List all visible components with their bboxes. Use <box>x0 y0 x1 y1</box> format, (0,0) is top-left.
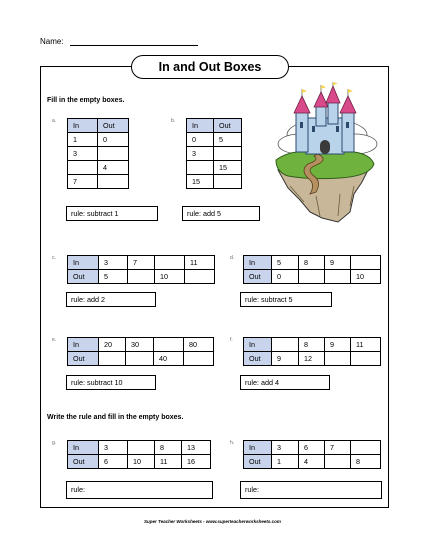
table-cell: 9 <box>325 256 351 270</box>
table-cell: 0 <box>98 133 129 147</box>
table-header-cell: Out <box>244 270 272 284</box>
rule-box-h[interactable]: rule: <box>240 481 382 499</box>
table-cell[interactable] <box>325 455 351 469</box>
table-cell[interactable] <box>325 352 351 366</box>
problem-letter-f: f. <box>230 337 233 343</box>
table-cell: 3 <box>68 147 98 161</box>
table-cell[interactable] <box>184 352 214 366</box>
table-cell[interactable] <box>272 338 299 352</box>
table-cell: 30 <box>126 338 154 352</box>
table-cell: 9 <box>272 352 299 366</box>
table-cell: 13 <box>182 441 211 455</box>
page-title: In and Out Boxes <box>131 55 289 79</box>
table-header-cell: In <box>68 256 99 270</box>
table-cell[interactable] <box>214 147 242 161</box>
table-header-cell: Out <box>244 455 272 469</box>
table-cell: 16 <box>182 455 211 469</box>
instruction-fill: Fill in the empty boxes. <box>47 97 125 104</box>
table-e <box>67 337 214 366</box>
table-cell[interactable] <box>214 175 242 189</box>
name-field[interactable] <box>40 36 198 46</box>
table-cell[interactable] <box>185 270 215 284</box>
problem-letter-e: e. <box>52 337 57 343</box>
table-cell: 9 <box>325 338 351 352</box>
table-cell[interactable] <box>98 175 129 189</box>
table-header-cell: In <box>68 119 98 133</box>
problem-letter-b: b. <box>171 118 176 124</box>
rule-box-f: rule: add 4 <box>240 375 330 390</box>
table-header-cell: In <box>68 338 99 352</box>
table-b <box>186 118 242 189</box>
table-cell: 10 <box>155 270 185 284</box>
table-cell: 6 <box>99 455 128 469</box>
table-cell[interactable] <box>68 161 98 175</box>
table-cell: 3 <box>187 147 214 161</box>
table-cell: 8 <box>351 455 381 469</box>
name-label: Name: <box>40 37 64 46</box>
instruction-write-rule: Write the rule and fill in the empty boxes. <box>47 414 184 421</box>
table-header-cell: In <box>244 441 272 455</box>
footer: Super Teacher Worksheets - www.superteacherworksheets.com <box>144 519 281 524</box>
rule-box-b: rule: add 5 <box>182 206 260 221</box>
table-cell: 11 <box>351 338 381 352</box>
table-cell: 15 <box>214 161 242 175</box>
table-cell: 4 <box>98 161 129 175</box>
rule-box-e: rule: subtract 10 <box>66 375 156 390</box>
table-header-cell: Out <box>214 119 242 133</box>
problem-letter-h: h. <box>230 440 235 446</box>
table-cell: 1 <box>272 455 299 469</box>
table-cell: 7 <box>128 256 155 270</box>
table-header-cell: Out <box>68 352 99 366</box>
table-cell: 10 <box>128 455 155 469</box>
table-cell[interactable] <box>299 270 325 284</box>
rule-box-g[interactable]: rule: <box>66 481 213 499</box>
table-cell: 11 <box>185 256 215 270</box>
table-cell: 3 <box>99 256 128 270</box>
table-cell: 3 <box>272 441 299 455</box>
table-cell: 40 <box>154 352 184 366</box>
rule-box-c: rule: add 2 <box>66 292 156 307</box>
table-header-cell: Out <box>68 455 99 469</box>
table-cell: 8 <box>299 256 325 270</box>
problem-letter-c: c. <box>52 255 56 261</box>
table-cell[interactable] <box>187 161 214 175</box>
table-cell: 6 <box>299 441 325 455</box>
table-cell: 7 <box>68 175 98 189</box>
table-header-cell: Out <box>244 352 272 366</box>
table-header-cell: Out <box>98 119 129 133</box>
table-cell: 20 <box>99 338 126 352</box>
table-cell: 3 <box>99 441 128 455</box>
table-cell: 80 <box>184 338 214 352</box>
table-cell: 1 <box>68 133 98 147</box>
table-cell[interactable] <box>154 338 184 352</box>
problem-letter-g: g. <box>52 440 57 446</box>
table-cell[interactable] <box>98 147 129 161</box>
table-cell: 5 <box>214 133 242 147</box>
table-header-cell: In <box>244 256 272 270</box>
problem-letter-a: a. <box>52 118 57 124</box>
table-cell[interactable] <box>155 256 185 270</box>
name-line[interactable] <box>70 36 198 46</box>
table-g <box>67 440 211 469</box>
table-cell: 0 <box>187 133 214 147</box>
castle-illustration <box>270 82 380 232</box>
table-cell[interactable] <box>351 352 381 366</box>
table-cell: 0 <box>272 270 299 284</box>
table-c <box>67 255 215 284</box>
table-cell: 4 <box>299 455 325 469</box>
table-cell: 5 <box>272 256 299 270</box>
rule-box-a: rule: subtract 1 <box>66 206 158 221</box>
table-cell[interactable] <box>351 256 381 270</box>
table-cell: 8 <box>155 441 182 455</box>
table-f <box>243 337 381 366</box>
table-header-cell: In <box>244 338 272 352</box>
table-cell: 12 <box>299 352 325 366</box>
table-header-cell: In <box>68 441 99 455</box>
table-header-cell: Out <box>68 270 99 284</box>
table-cell: 5 <box>99 270 128 284</box>
table-d <box>243 255 381 284</box>
table-cell[interactable] <box>325 270 351 284</box>
table-cell: 15 <box>187 175 214 189</box>
table-cell: 7 <box>325 441 351 455</box>
table-cell[interactable] <box>128 270 155 284</box>
table-cell[interactable] <box>99 352 126 366</box>
table-cell[interactable] <box>126 352 154 366</box>
table-cell[interactable] <box>128 441 155 455</box>
table-h <box>243 440 381 469</box>
table-cell: 8 <box>299 338 325 352</box>
table-cell: 10 <box>351 270 381 284</box>
problem-letter-d: d. <box>230 255 235 261</box>
table-cell[interactable] <box>351 441 381 455</box>
table-a <box>67 118 129 189</box>
table-cell: 11 <box>155 455 182 469</box>
rule-box-d: rule: subtract 5 <box>240 292 332 307</box>
table-header-cell: In <box>187 119 214 133</box>
